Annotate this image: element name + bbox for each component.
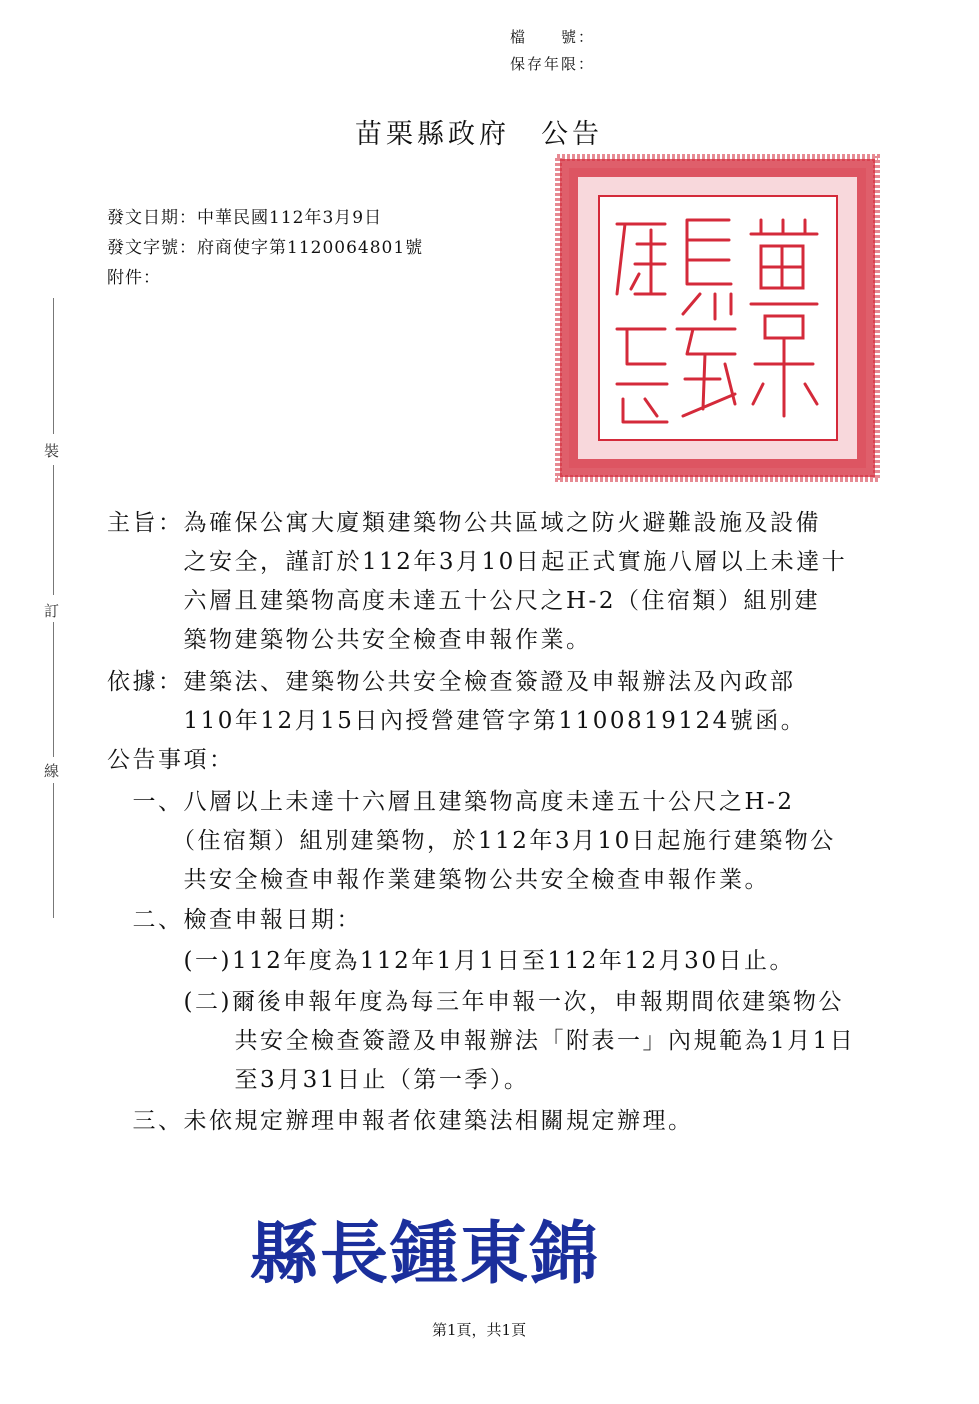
binding-line-mid-2: [53, 622, 54, 757]
announcement-heading: 公告事項：: [107, 747, 235, 773]
official-seal-stamp: [555, 154, 880, 482]
subject-line-2: 之安全，謹訂於112年3月10日起正式實施八層以上未達十: [107, 549, 848, 575]
binding-mark-xian: 線: [44, 762, 60, 780]
page-number: 第1頁，共1頁: [432, 1321, 527, 1339]
item-3: 三、未依規定辦理申報者依建築法相關規定辦理。: [107, 1108, 694, 1134]
item-2-heading: 二、檢查申報日期：: [107, 907, 362, 933]
item-2-sub-2-line-3: 至3月31日止（第一季）。: [107, 1067, 530, 1093]
item-1-line-1: 一、八層以上未達十六層且建築物高度未達五十公尺之H-2: [107, 789, 795, 815]
item-2-sub-2-line-1: (二)爾後申報年度為每三年申報一次，申報期間依建築物公: [107, 989, 844, 1015]
issue-date: 發文日期：中華民國112年3月9日: [107, 208, 383, 228]
item-2-sub-2-line-2: 共安全檢查簽證及申報辦法「附表一」內規範為1月1日: [107, 1028, 856, 1054]
file-number-label: 檔 號：: [510, 28, 596, 46]
subject-line-1: 主旨：為確保公寓大廈類建築物公共區域之防火避難設施及設備: [107, 510, 821, 536]
binding-mark-ding: 訂: [44, 602, 60, 620]
document-title: 苗栗縣政府 公告: [355, 119, 603, 150]
binding-mark-zhuang: 裝: [44, 442, 60, 460]
item-1-line-3: 共安全檢查申報作業建築物公共安全檢查申報作業。: [107, 867, 770, 893]
basis-line-1: 依據：建築法、建築物公共安全檢查簽證及申報辦法及內政部: [107, 669, 796, 695]
basis-line-2: 110年12月15日內授營建管字第1100819124號函。: [107, 708, 807, 734]
retention-period-label: 保存年限：: [510, 55, 596, 73]
magistrate-signature: 縣長鍾東錦: [250, 1214, 601, 1294]
binding-line-top: [53, 298, 54, 434]
binding-line-mid-1: [53, 465, 54, 595]
item-1-line-2: （住宿類）組別建築物，於112年3月10日起施行建築物公: [107, 828, 836, 854]
document-number: 發文字號：府商使字第1120064801號: [107, 238, 424, 258]
subject-line-4: 築物建築物公共安全檢查申報作業。: [107, 627, 592, 653]
attachment-label: 附件：: [107, 268, 161, 288]
binding-line-bottom: [53, 783, 54, 918]
subject-line-3: 六層且建築物高度未達五十公尺之H-2（住宿類）組別建: [107, 588, 820, 614]
item-2-sub-1: (一)112年度為112年1月1日至112年12月30日止。: [107, 948, 795, 974]
